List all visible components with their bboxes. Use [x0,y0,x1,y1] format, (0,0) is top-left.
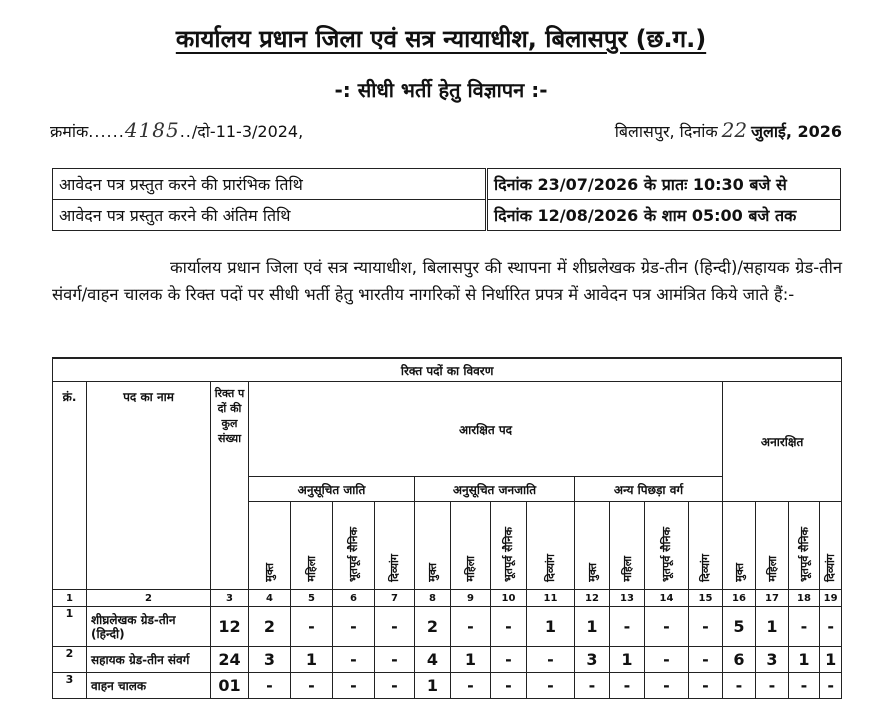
row-cell: - [291,673,333,699]
place-date: बिलासपुर, दिनांक 22 जुलाई, 2026 [614,118,842,142]
row-cell: 3 [249,647,291,673]
row-cell: - [491,607,527,647]
row-total: 01 [211,673,249,699]
row-total: 12 [211,607,249,647]
row-cell: 1 [820,647,842,673]
column-number: 3 [211,590,249,607]
column-number: 5 [291,590,333,607]
subcol-women: महिला [765,556,779,582]
row-serial: 2 [53,647,87,673]
table-row [53,647,842,673]
row-cell: - [491,647,527,673]
column-number: 2 [87,590,211,607]
row-cell: - [375,673,415,699]
column-number: 4 [249,590,291,607]
handwritten-number: 4185 [124,118,180,142]
column-number: 16 [723,590,756,607]
row-cell: 3 [756,647,789,673]
table-row [53,382,842,477]
column-number: 6 [333,590,375,607]
column-number: 8 [415,590,451,607]
office-title: कार्यालय प्रधान जिला एवं सत्र न्यायाधीश, बिलासपुर (छ.ग.) [175,25,707,53]
row-cell: - [249,673,291,699]
table-row [53,673,842,699]
vacancy-caption: रिक्त पदों का विवरण [53,358,842,382]
reference-number: क्रमांक......4185../दो-11-3/2024, [50,118,304,142]
row-serial: 1 [53,607,87,647]
row-cell: 1 [415,673,451,699]
row-cell: - [333,673,375,699]
row-cell: - [575,673,610,699]
row-cell: - [689,673,723,699]
serial-header: क्रं. [53,382,87,590]
row-cell: 1 [527,607,575,647]
subcol-women: महिला [464,556,477,582]
column-number: 1 [53,590,87,607]
row-cell: - [645,673,689,699]
column-number: 7 [375,590,415,607]
row-cell: - [451,607,491,647]
row-post-name: वाहन चालक [87,673,211,699]
row-cell: - [689,607,723,647]
row-cell: - [820,673,842,699]
column-number: 12 [575,590,610,607]
post-header: पद का नाम [87,382,211,590]
row-serial: 3 [53,673,87,699]
row-cell: - [789,607,820,647]
column-number: 14 [645,590,689,607]
row-total: 24 [211,647,249,673]
column-number: 13 [610,590,645,607]
column-number: 19 [820,590,842,607]
row-cell: - [375,647,415,673]
row-post-name: शीघ्रलेखक ग्रेड-तीन (हिन्दी) [87,607,211,647]
subcol-general: मुक्त [263,563,276,582]
column-number: 18 [789,590,820,607]
table-row [53,200,841,231]
row-cell: 4 [415,647,451,673]
row-cell: 2 [415,607,451,647]
row-cell: - [527,647,575,673]
column-number: 10 [491,590,527,607]
subcol-ex-serviceman: भूतपूर्व सैनिक [660,526,673,582]
row-cell: - [820,607,842,647]
subcol-ex-serviceman: भूतपूर्व सैनिक [797,526,811,582]
subcol-disabled: दिव्यांग [699,554,712,582]
subcol-ex-serviceman: भूतपूर्व सैनिक [347,526,360,582]
reserved-header: आरक्षित पद [249,382,723,477]
subcol-general: मुक्त [585,563,599,582]
column-number: 17 [756,590,789,607]
row-cell: - [333,647,375,673]
column-number: 15 [689,590,723,607]
handwritten-day: 22 [721,118,748,142]
column-number: 9 [451,590,491,607]
start-date-label: आवेदन पत्र प्रस्तुत करने की प्रारंभिक तिथि [53,169,487,200]
subcol-disabled: दिव्यांग [824,554,838,582]
subcol-general: मुक्त [426,563,439,582]
row-cell: - [491,673,527,699]
row-cell: - [451,673,491,699]
row-cell: - [645,647,689,673]
vacancy-table [52,357,842,699]
row-cell: 1 [756,607,789,647]
row-cell: - [375,607,415,647]
subcol-disabled: दिव्यांग [388,554,401,582]
row-cell: - [689,647,723,673]
table-row [53,169,841,200]
row-cell: 1 [451,647,491,673]
end-date-value: दिनांक 12/08/2026 के शाम 05:00 बजे तक [487,200,841,231]
row-cell: 1 [291,647,333,673]
st-header: अनुसूचित जनजाति [415,477,575,502]
column-number: 11 [527,590,575,607]
subcol-disabled: दिव्यांग [544,554,557,582]
sc-header: अनुसूचित जाति [249,477,415,502]
column-number-row [53,590,842,607]
row-cell: 1 [789,647,820,673]
subcol-general: मुक्त [732,563,746,582]
row-cell: 1 [610,647,645,673]
dates-table [52,168,841,231]
table-row [53,607,842,647]
row-cell: - [789,673,820,699]
start-date-value: दिनांक 23/07/2026 के प्रातः 10:30 बजे से [487,169,841,200]
row-cell: 6 [723,647,756,673]
total-header: रिक्त पदों की कुल संख्या [211,382,249,590]
advertisement-subtitle: -: सीधी भर्ती हेतु विज्ञापन :- [334,78,548,102]
row-cell: - [291,607,333,647]
row-cell: - [723,673,756,699]
unreserved-header: अनारक्षित [723,382,842,502]
row-cell: - [333,607,375,647]
table-row [53,358,842,382]
body-paragraph: कार्यालय प्रधान जिला एवं सत्र न्यायाधीश, बिलासपुर की स्थापना में शीघ्रलेखक ग्रेड-तीन (हिन्दी)/सहायक ग्रेड-तीन संवर्ग/वाहन चालक के रिक्त पदों पर सीधी भर्ती हेतु भारतीय नागरिकों से निर्धारित प्रपत्र में आवेदन पत्र आमंत्रित किये जाते हैं:- [52,258,842,304]
row-cell: 2 [249,607,291,647]
subcol-women: महिला [620,556,634,582]
row-cell: - [610,607,645,647]
row-cell: - [610,673,645,699]
subcol-ex-serviceman: भूतपूर्व सैनिक [502,526,515,582]
row-post-name: सहायक ग्रेड-तीन संवर्ग [87,647,211,673]
row-cell: - [527,673,575,699]
obc-header: अन्य पिछड़ा वर्ग [575,477,723,502]
row-cell: 1 [575,607,610,647]
subcol-women: महिला [305,556,318,582]
end-date-label: आवेदन पत्र प्रस्तुत करने की अंतिम तिथि [53,200,487,231]
row-cell: - [756,673,789,699]
row-cell: 5 [723,607,756,647]
row-cell: - [645,607,689,647]
row-cell: 3 [575,647,610,673]
